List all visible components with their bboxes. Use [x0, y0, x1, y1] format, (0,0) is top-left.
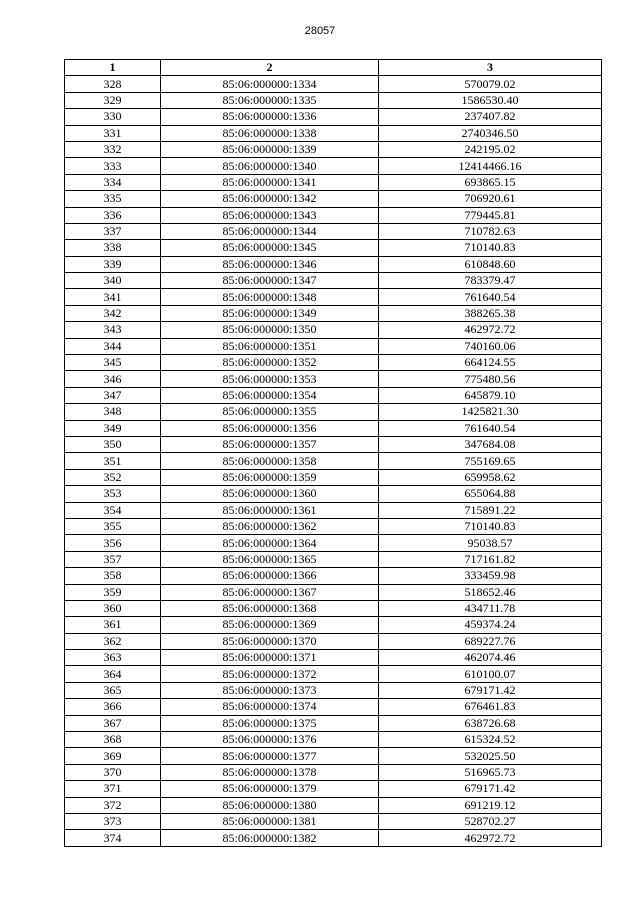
- row-number-cell: 344: [65, 338, 161, 354]
- table-header-row: [65, 60, 602, 76]
- cadastral-number-cell: 85:06:000000:1369: [161, 617, 379, 633]
- table-row: [65, 535, 602, 551]
- table-row: [65, 682, 602, 698]
- row-number-cell: 366: [65, 699, 161, 715]
- table-row: [65, 600, 602, 616]
- cadastral-number-cell: 85:06:000000:1364: [161, 535, 379, 551]
- cadastral-number-cell: 85:06:000000:1343: [161, 207, 379, 223]
- value-cell: 783379.47: [379, 273, 602, 289]
- value-cell: 12414466.16: [379, 158, 602, 174]
- table-row: [65, 502, 602, 518]
- row-number-cell: 330: [65, 109, 161, 125]
- row-number-cell: 332: [65, 141, 161, 157]
- table-row: [65, 338, 602, 354]
- row-number-cell: 365: [65, 682, 161, 698]
- cadastral-number-cell: 85:06:000000:1339: [161, 141, 379, 157]
- value-cell: 570079.02: [379, 76, 602, 92]
- value-cell: 610848.60: [379, 256, 602, 272]
- table-row: [65, 289, 602, 305]
- cadastral-number-cell: 85:06:000000:1366: [161, 568, 379, 584]
- value-cell: 740160.06: [379, 338, 602, 354]
- value-cell: 710140.83: [379, 518, 602, 534]
- row-number-cell: 349: [65, 420, 161, 436]
- cadastral-number-cell: 85:06:000000:1376: [161, 732, 379, 748]
- value-cell: 459374.24: [379, 617, 602, 633]
- row-number-cell: 345: [65, 355, 161, 371]
- cadastral-number-cell: 85:06:000000:1346: [161, 256, 379, 272]
- table-row: [65, 141, 602, 157]
- row-number-cell: 352: [65, 469, 161, 485]
- cadastral-number-cell: 85:06:000000:1340: [161, 158, 379, 174]
- value-cell: 95038.57: [379, 535, 602, 551]
- value-cell: 2740346.50: [379, 125, 602, 141]
- table-row: [65, 125, 602, 141]
- row-number-cell: 354: [65, 502, 161, 518]
- value-cell: 532025.50: [379, 748, 602, 764]
- cadastral-number-cell: 85:06:000000:1345: [161, 240, 379, 256]
- table-row: [65, 748, 602, 764]
- value-cell: 655064.88: [379, 486, 602, 502]
- cadastral-number-cell: 85:06:000000:1365: [161, 551, 379, 567]
- table-row: [65, 584, 602, 600]
- row-number-cell: 336: [65, 207, 161, 223]
- value-cell: 638726.68: [379, 715, 602, 731]
- row-number-cell: 340: [65, 273, 161, 289]
- row-number-cell: 373: [65, 813, 161, 829]
- row-number-cell: 335: [65, 191, 161, 207]
- cadastral-number-cell: 85:06:000000:1361: [161, 502, 379, 518]
- row-number-cell: 358: [65, 568, 161, 584]
- row-number-cell: 374: [65, 830, 161, 846]
- value-cell: 462972.72: [379, 830, 602, 846]
- row-number-cell: 361: [65, 617, 161, 633]
- cadastral-number-cell: 85:06:000000:1360: [161, 486, 379, 502]
- cadastral-number-cell: 85:06:000000:1348: [161, 289, 379, 305]
- cadastral-number-cell: 85:06:000000:1359: [161, 469, 379, 485]
- row-number-cell: 350: [65, 436, 161, 452]
- cadastral-number-cell: 85:06:000000:1372: [161, 666, 379, 682]
- row-number-cell: 360: [65, 600, 161, 616]
- value-cell: 1586530.40: [379, 92, 602, 108]
- row-number-cell: 359: [65, 584, 161, 600]
- value-cell: 761640.54: [379, 289, 602, 305]
- value-cell: 434711.78: [379, 600, 602, 616]
- row-number-cell: 355: [65, 518, 161, 534]
- value-cell: 693865.15: [379, 174, 602, 190]
- value-cell: 676461.83: [379, 699, 602, 715]
- value-cell: 388265.38: [379, 305, 602, 321]
- table-row: [65, 191, 602, 207]
- table-row: [65, 764, 602, 780]
- column-header-1: 1: [65, 60, 161, 76]
- cadastral-number-cell: 85:06:000000:1362: [161, 518, 379, 534]
- table-row: [65, 240, 602, 256]
- table-row: [65, 568, 602, 584]
- table-row: [65, 371, 602, 387]
- row-number-cell: 371: [65, 781, 161, 797]
- row-number-cell: 357: [65, 551, 161, 567]
- cadastral-number-cell: 85:06:000000:1353: [161, 371, 379, 387]
- table-row: [65, 355, 602, 371]
- column-header-2: 2: [161, 60, 379, 76]
- value-cell: 689227.76: [379, 633, 602, 649]
- value-cell: 347684.08: [379, 436, 602, 452]
- table-row: [65, 92, 602, 108]
- row-number-cell: 339: [65, 256, 161, 272]
- cadastral-number-cell: 85:06:000000:1349: [161, 305, 379, 321]
- value-cell: 1425821.30: [379, 404, 602, 420]
- table-row: [65, 453, 602, 469]
- row-number-cell: 342: [65, 305, 161, 321]
- value-cell: 645879.10: [379, 387, 602, 403]
- table-row: [65, 404, 602, 420]
- row-number-cell: 331: [65, 125, 161, 141]
- column-header-3: 3: [379, 60, 602, 76]
- table-row: [65, 650, 602, 666]
- cadastral-number-cell: 85:06:000000:1375: [161, 715, 379, 731]
- value-cell: 679171.42: [379, 781, 602, 797]
- table-row: [65, 715, 602, 731]
- cadastral-number-cell: 85:06:000000:1355: [161, 404, 379, 420]
- table-row: [65, 420, 602, 436]
- table-row: [65, 617, 602, 633]
- value-cell: 779445.81: [379, 207, 602, 223]
- cadastral-number-cell: 85:06:000000:1368: [161, 600, 379, 616]
- row-number-cell: 368: [65, 732, 161, 748]
- row-number-cell: 343: [65, 322, 161, 338]
- cadastral-number-cell: 85:06:000000:1352: [161, 355, 379, 371]
- value-cell: 516965.73: [379, 764, 602, 780]
- table-row: [65, 486, 602, 502]
- row-number-cell: 347: [65, 387, 161, 403]
- table-row: [65, 322, 602, 338]
- table-row: [65, 813, 602, 829]
- row-number-cell: 351: [65, 453, 161, 469]
- cadastral-number-cell: 85:06:000000:1335: [161, 92, 379, 108]
- cadastral-number-cell: 85:06:000000:1347: [161, 273, 379, 289]
- cadastral-number-cell: 85:06:000000:1373: [161, 682, 379, 698]
- row-number-cell: 338: [65, 240, 161, 256]
- table-row: [65, 699, 602, 715]
- row-number-cell: 370: [65, 764, 161, 780]
- cadastral-number-cell: 85:06:000000:1381: [161, 813, 379, 829]
- value-cell: 610100.07: [379, 666, 602, 682]
- cadastral-number-cell: 85:06:000000:1367: [161, 584, 379, 600]
- value-cell: 659958.62: [379, 469, 602, 485]
- value-cell: 710140.83: [379, 240, 602, 256]
- cadastral-number-cell: 85:06:000000:1344: [161, 223, 379, 239]
- table-row: [65, 109, 602, 125]
- cadastral-number-cell: 85:06:000000:1379: [161, 781, 379, 797]
- row-number-cell: 328: [65, 76, 161, 92]
- cadastral-number-cell: 85:06:000000:1341: [161, 174, 379, 190]
- cadastral-number-cell: 85:06:000000:1342: [161, 191, 379, 207]
- row-number-cell: 334: [65, 174, 161, 190]
- cadastral-number-cell: 85:06:000000:1350: [161, 322, 379, 338]
- cadastral-number-cell: 85:06:000000:1370: [161, 633, 379, 649]
- row-number-cell: 333: [65, 158, 161, 174]
- cadastral-number-cell: 85:06:000000:1338: [161, 125, 379, 141]
- table-row: [65, 732, 602, 748]
- value-cell: 462074.46: [379, 650, 602, 666]
- row-number-cell: 372: [65, 797, 161, 813]
- value-cell: 717161.82: [379, 551, 602, 567]
- row-number-cell: 364: [65, 666, 161, 682]
- cadastral-number-cell: 85:06:000000:1358: [161, 453, 379, 469]
- row-number-cell: 367: [65, 715, 161, 731]
- cadastral-number-cell: 85:06:000000:1374: [161, 699, 379, 715]
- table-row: [65, 273, 602, 289]
- table-body: [65, 76, 602, 846]
- value-cell: 761640.54: [379, 420, 602, 436]
- table-row: [65, 256, 602, 272]
- value-cell: 679171.42: [379, 682, 602, 698]
- cadastral-number-cell: 85:06:000000:1382: [161, 830, 379, 846]
- value-cell: 710782.63: [379, 223, 602, 239]
- cadastral-number-cell: 85:06:000000:1357: [161, 436, 379, 452]
- row-number-cell: 348: [65, 404, 161, 420]
- value-cell: 706920.61: [379, 191, 602, 207]
- table-row: [65, 830, 602, 846]
- value-cell: 242195.02: [379, 141, 602, 157]
- table-row: [65, 666, 602, 682]
- value-cell: 664124.55: [379, 355, 602, 371]
- row-number-cell: 363: [65, 650, 161, 666]
- value-cell: 462972.72: [379, 322, 602, 338]
- table-row: [65, 174, 602, 190]
- row-number-cell: 356: [65, 535, 161, 551]
- value-cell: 333459.98: [379, 568, 602, 584]
- table-row: [65, 305, 602, 321]
- cadastral-number-cell: 85:06:000000:1351: [161, 338, 379, 354]
- table-row: [65, 158, 602, 174]
- cadastral-number-cell: 85:06:000000:1354: [161, 387, 379, 403]
- cadastral-number-cell: 85:06:000000:1356: [161, 420, 379, 436]
- data-table: [64, 59, 602, 847]
- cadastral-number-cell: 85:06:000000:1334: [161, 76, 379, 92]
- value-cell: 615324.52: [379, 732, 602, 748]
- cadastral-number-cell: 85:06:000000:1378: [161, 764, 379, 780]
- value-cell: 715891.22: [379, 502, 602, 518]
- row-number-cell: 353: [65, 486, 161, 502]
- row-number-cell: 341: [65, 289, 161, 305]
- table-row: [65, 76, 602, 92]
- table-row: [65, 436, 602, 452]
- value-cell: 755169.65: [379, 453, 602, 469]
- table-row: [65, 387, 602, 403]
- value-cell: 691219.12: [379, 797, 602, 813]
- row-number-cell: 346: [65, 371, 161, 387]
- value-cell: 775480.56: [379, 371, 602, 387]
- cadastral-number-cell: 85:06:000000:1336: [161, 109, 379, 125]
- table-row: [65, 781, 602, 797]
- table-row: [65, 469, 602, 485]
- table-row: [65, 207, 602, 223]
- cadastral-number-cell: 85:06:000000:1371: [161, 650, 379, 666]
- table-row: [65, 633, 602, 649]
- cadastral-number-cell: 85:06:000000:1380: [161, 797, 379, 813]
- row-number-cell: 362: [65, 633, 161, 649]
- row-number-cell: 337: [65, 223, 161, 239]
- table-row: [65, 797, 602, 813]
- row-number-cell: 329: [65, 92, 161, 108]
- value-cell: 528702.27: [379, 813, 602, 829]
- page-number: 28057: [304, 25, 336, 37]
- value-cell: 237407.82: [379, 109, 602, 125]
- row-number-cell: 369: [65, 748, 161, 764]
- value-cell: 518652.46: [379, 584, 602, 600]
- cadastral-number-cell: 85:06:000000:1377: [161, 748, 379, 764]
- table-row: [65, 518, 602, 534]
- table-row: [65, 551, 602, 567]
- table-row: [65, 223, 602, 239]
